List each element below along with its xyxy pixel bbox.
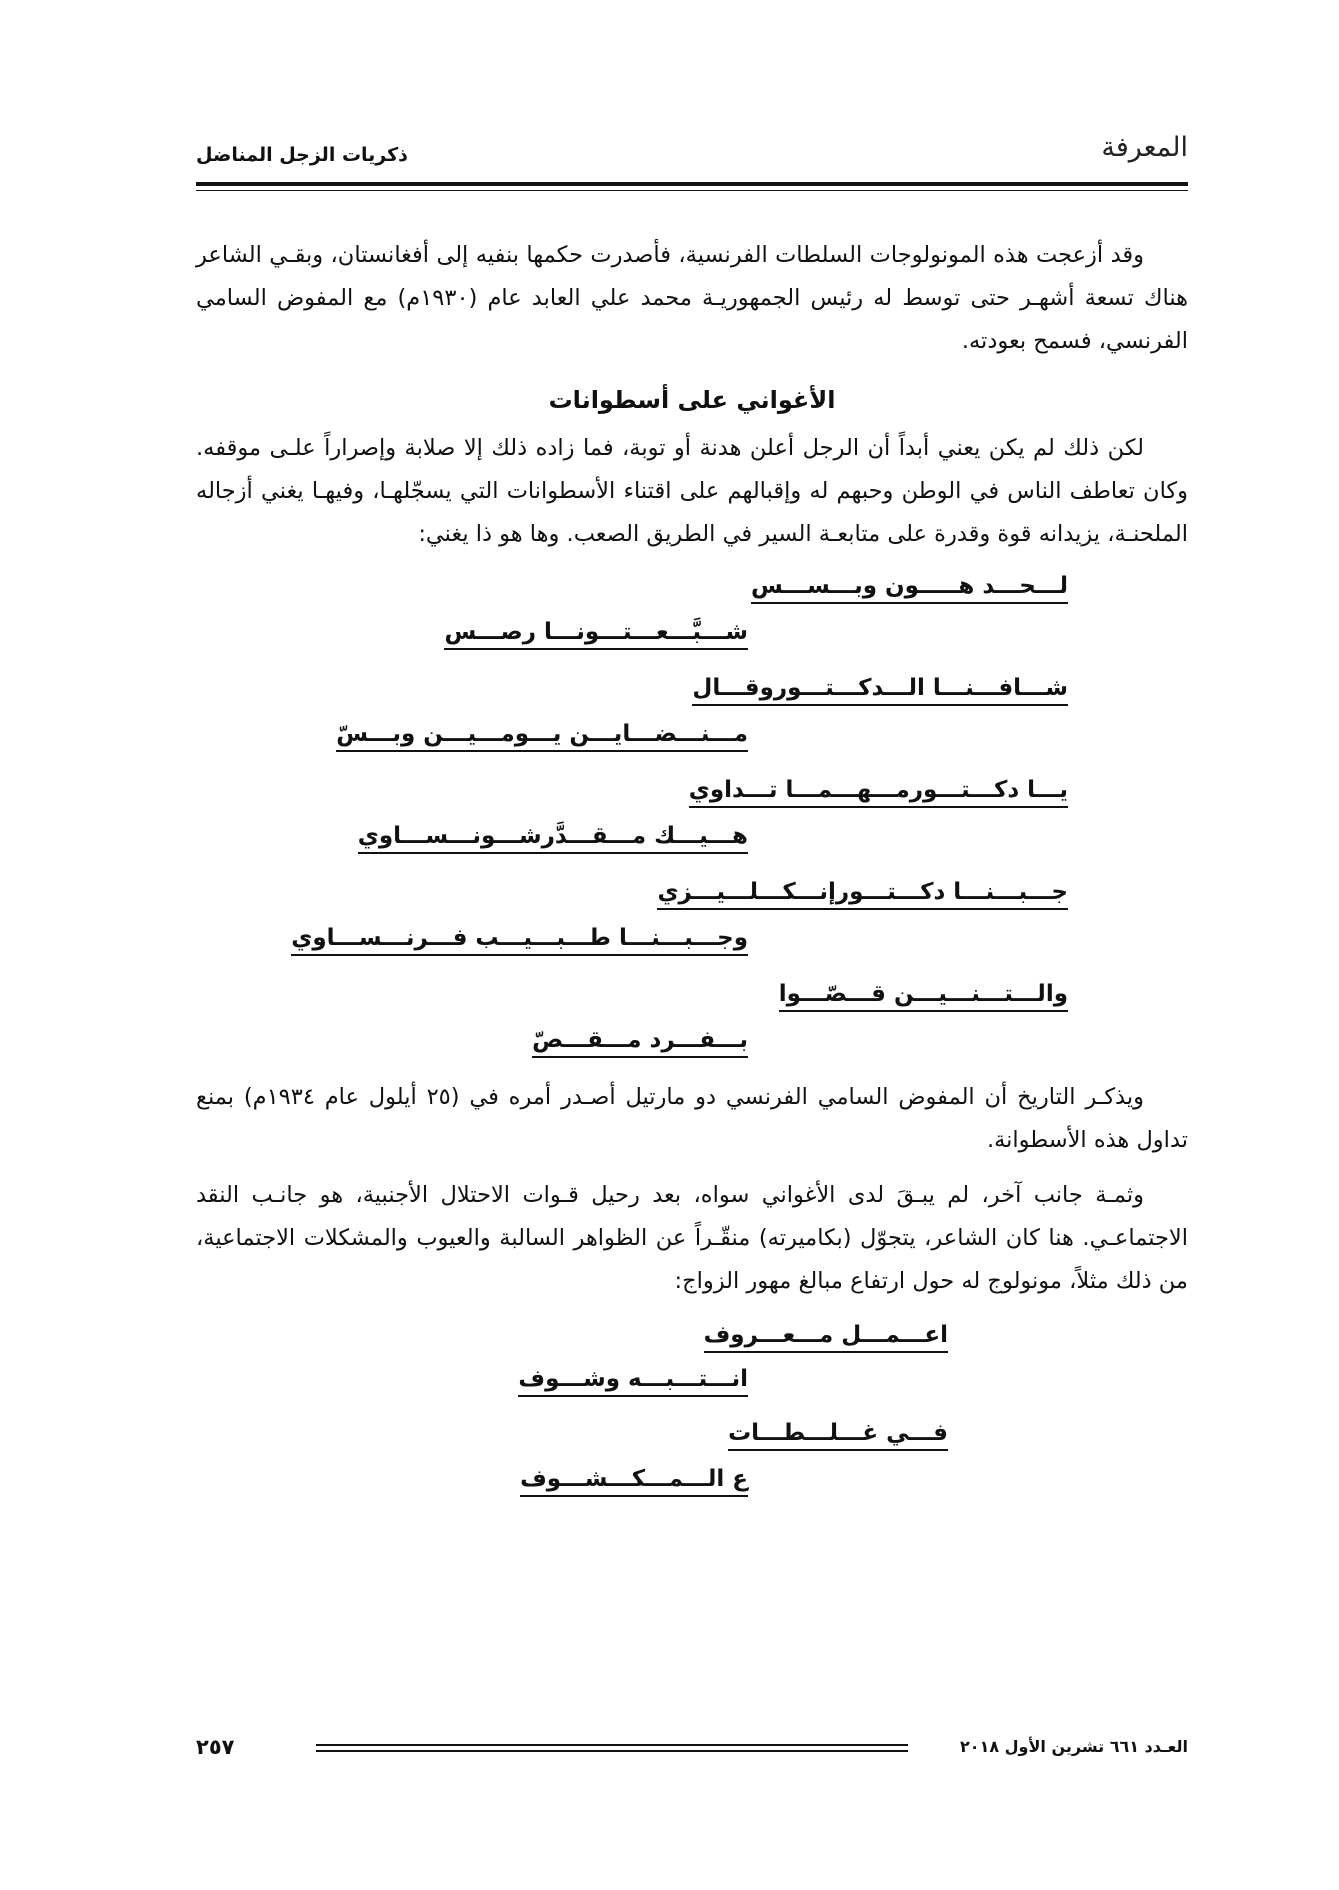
issue-info: العـدد ٦٦١ تشرين الأول ٢٠١٨	[960, 1737, 1188, 1756]
poem-line: شـــبَّـــعـــتـــونـــا رصـــس	[444, 620, 748, 650]
poem-line: ع الـــمـــكـــشـــوف	[520, 1467, 748, 1497]
header-rule-thin	[196, 190, 1188, 191]
poem-2	[196, 1317, 1188, 1497]
footer-rule	[316, 1750, 908, 1752]
paragraph-3: ويذكـر التاريخ أن المفوض السامي الفرنسي دو مارتيل أصـدر أمره في (٢٥ أيلول عام ١٩٣٤م) بمنع تداول هذه الأسطوانة.	[196, 1084, 1188, 1153]
poem-line: مـــنـــضـــايـــن يـــومـــيـــن وبـــسّ	[336, 722, 748, 752]
footer-rule	[316, 1744, 908, 1746]
poem-line: انـــتـــبـــه وشـــوف	[518, 1367, 748, 1397]
poem-line: بـــفـــرد مـــقـــصّ	[532, 1028, 748, 1058]
page-header	[196, 128, 1188, 174]
poem-1	[196, 562, 1188, 1053]
poem-line: اعـــمـــل مـــعـــروف	[704, 1323, 948, 1353]
page-footer	[196, 1737, 1188, 1767]
poem-line: يـــا دكـــتـــورمـــهـــمـــا تـــداوي	[689, 778, 1068, 808]
journal-logo: المعرفة	[1101, 132, 1188, 163]
poem-line: وجـــبـــنـــا طـــبـــيـــب فـــرنـــســـاوي	[291, 926, 748, 956]
article-body	[196, 234, 1188, 1497]
paragraph-2: لكن ذلك لم يكن يعني أبداً أن الرجل أعلن هدنة أو توبة، فما زاده ذلك إلا صلابة وإصراراً علـى موقفه. وكان تعاطف الناس في الوطن وحبهم له وإقبالهم على اقتناء الأسطوانات التي يسجّلهـا، وفيهـا يغني أزجاله الملحنـة، يزيدانه قوة وقدرة على متابعـة السير في الطريق الصعب. وها هو ذا يغني:	[196, 435, 1188, 547]
paragraph-4: وثمـة جانب آخر، لم يبـقَ لدى الأغواني سواه، بعد رحيل قـوات الاحتلال الأجنبية، هو جانـب النقد الاجتماعـي. هنا كان الشاعر، يتجوّل (بكاميرته) منقّـراً عن الظواهر السالبة والعيوب والمشكلات الاجتماعية، من ذلك مثلاً، مونولوج له حول ارتفاع مبالغ مهور الزواج:	[196, 1182, 1188, 1294]
poem-line: فـــي غـــلـــطـــات	[728, 1421, 948, 1451]
header-rule-thick	[196, 182, 1188, 186]
poem-line: هـــيـــك مـــقـــدَّرشـــونـــســـاوي	[358, 824, 748, 854]
poem-line: لـــحـــد هـــــون وبـــســـس	[751, 574, 1068, 604]
section-heading: الأغواني على أسطوانات	[548, 386, 836, 414]
poem-line: جـــبـــنـــا دكـــتـــورإنـــكـــلـــيـــزي	[657, 880, 1068, 910]
poem-line: والـــتـــنـــيـــن قـــصّـــوا	[779, 982, 1068, 1012]
poem-line: شـــافـــنـــا الـــدكـــتـــوروقـــال	[692, 676, 1068, 706]
page-number: ٢٥٧	[196, 1735, 235, 1759]
paragraph-1: وقد أزعجت هذه المونولوجات السلطات الفرنسية، فأصدرت حكمها بنفيه إلى أفغانستان، وبقـي الشاعر هناك تسعة أشهـر حتى توسط له رئيس الجمهوريـة محمد علي العابد عام (١٩٣٠م) مع المفوض السامي الفرنسي، فسمح بعودته.	[196, 242, 1188, 354]
running-title: ذكريات الزجل المناضل	[196, 144, 408, 166]
